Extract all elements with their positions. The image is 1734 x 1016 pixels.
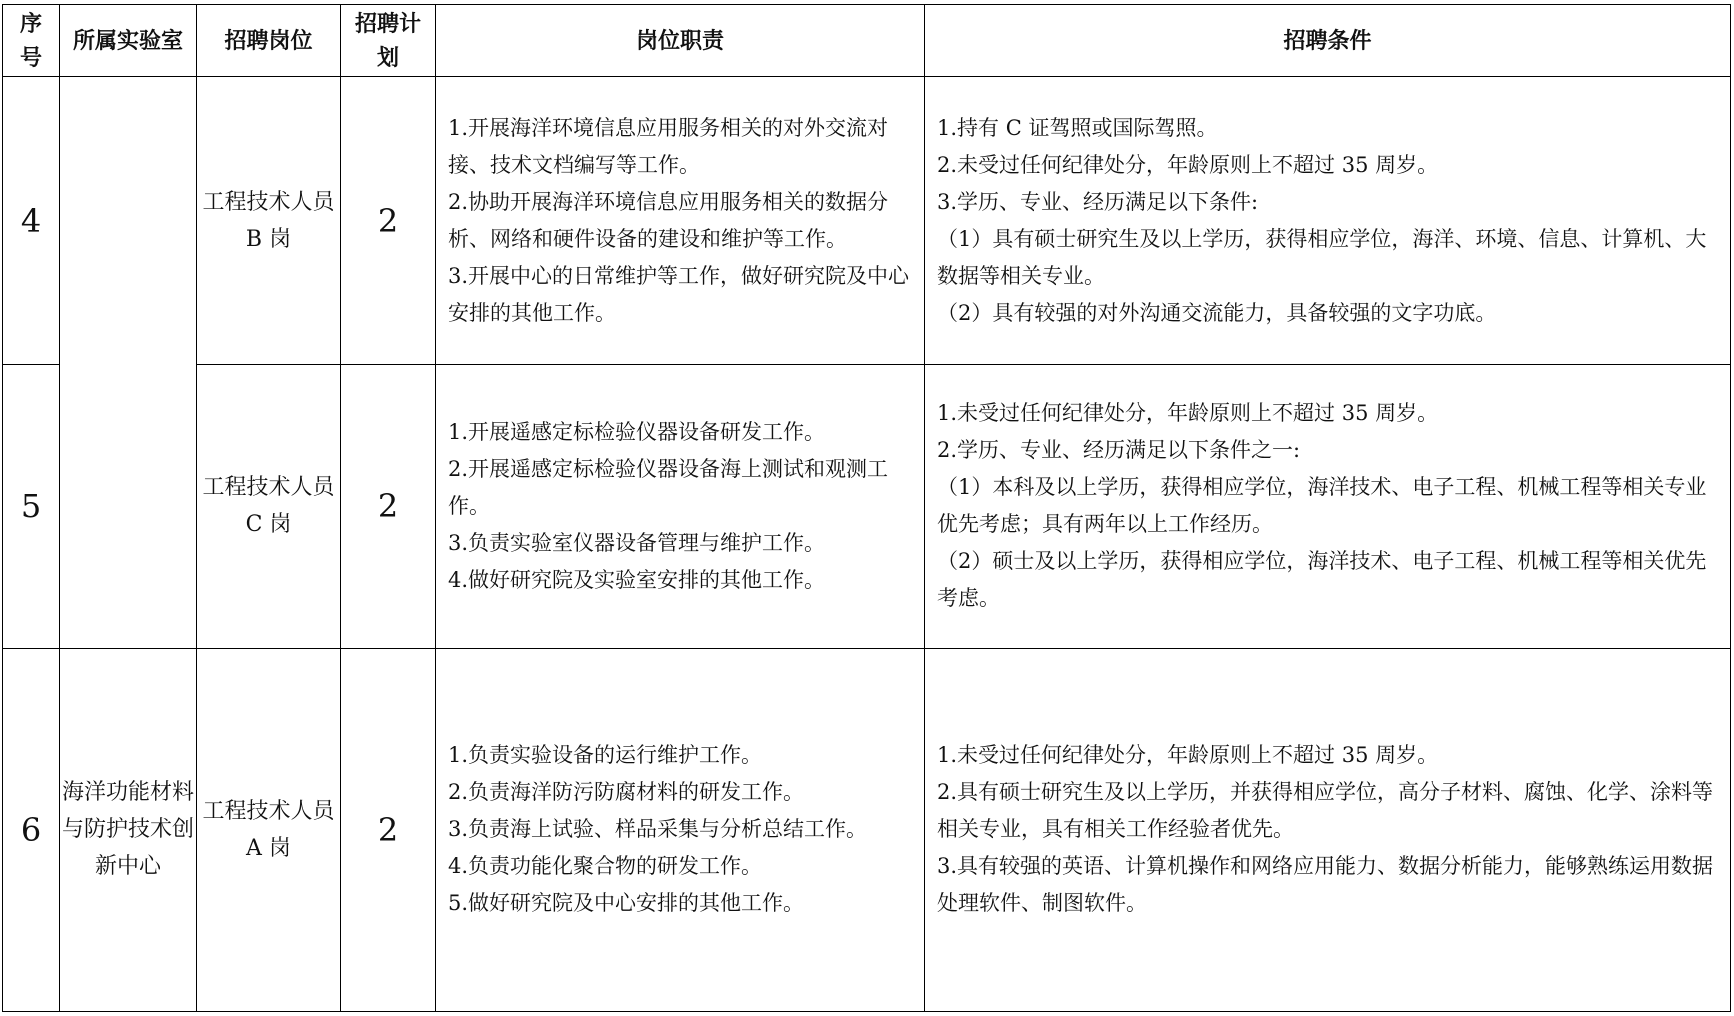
requirement-item: 2.未受过任何纪律处分，年龄原则上不超过 35 周岁。	[937, 152, 1439, 177]
duty-item: 2.协助开展海洋环境信息应用服务相关的数据分析、网络和硬件设备的建设和维护等工作。	[448, 189, 889, 251]
row-requirements	[925, 648, 1731, 1011]
recruitment-table	[2, 4, 1731, 1012]
row-duties	[436, 648, 925, 1011]
duty-item: 3.负责海上试验、样品采集与分析总结工作。	[448, 817, 868, 842]
row-seq: 4	[3, 77, 60, 365]
requirement-item: （2）具有较强的对外沟通交流能力，具备较强的文字功底。	[937, 300, 1497, 325]
requirement-item: 2.具有硕士研究生及以上学历，并获得相应学位，高分子材料、腐蚀、化学、涂料等相关专业，具有相关工作经验者优先。	[937, 780, 1714, 842]
row-position: 工程技术人员 B 岗	[197, 77, 341, 365]
duty-item: 5.做好研究院及中心安排的其他工作。	[448, 891, 805, 916]
header-seq: 序号	[3, 5, 60, 77]
duty-item: 1.负责实验设备的运行维护工作。	[448, 743, 763, 768]
row-lab: 海洋功能材料与防护技术创新中心	[60, 648, 197, 1011]
row-position: 工程技术人员 C 岗	[197, 365, 341, 649]
row-plan: 2	[341, 648, 436, 1011]
row-duties	[436, 365, 925, 649]
requirement-item: （2）硕士及以上学历，获得相应学位，海洋技术、电子工程、机械工程等相关优先考虑。	[937, 549, 1707, 611]
duty-item: 4.做好研究院及实验室安排的其他工作。	[448, 567, 826, 592]
requirement-item: （1）具有硕士研究生及以上学历，获得相应学位，海洋、环境、信息、计算机、大数据等相关专业。	[937, 226, 1707, 288]
header-position: 招聘岗位	[197, 5, 341, 77]
row-plan: 2	[341, 365, 436, 649]
requirement-item: 1.持有 C 证驾照或国际驾照。	[937, 115, 1218, 140]
requirement-item: （1）本科及以上学历，获得相应学位，海洋技术、电子工程、机械工程等相关专业优先考虑；具有两年以上工作经历。	[937, 475, 1707, 537]
table-row	[3, 365, 1731, 649]
requirement-item: 3.学历、专业、经历满足以下条件:	[937, 189, 1259, 214]
requirement-item: 1.未受过任何纪律处分，年龄原则上不超过 35 周岁。	[937, 401, 1439, 426]
duty-item: 1.开展遥感定标检验仪器设备研发工作。	[448, 419, 826, 444]
row-duties	[436, 77, 925, 365]
duty-item: 3.负责实验室仪器设备管理与维护工作。	[448, 530, 826, 555]
duty-item: 2.开展遥感定标检验仪器设备海上测试和观测工作。	[448, 456, 889, 518]
row-seq: 6	[3, 648, 60, 1011]
row-position: 工程技术人员 A 岗	[197, 648, 341, 1011]
requirement-item: 1.未受过任何纪律处分，年龄原则上不超过 35 周岁。	[937, 743, 1439, 768]
table-row	[3, 77, 1731, 365]
header-lab: 所属实验室	[60, 5, 197, 77]
table-header-row	[3, 5, 1731, 77]
row-seq: 5	[3, 365, 60, 649]
row-plan: 2	[341, 77, 436, 365]
header-requirements: 招聘条件	[925, 5, 1731, 77]
row-requirements	[925, 365, 1731, 649]
duty-item: 4.负责功能化聚合物的研发工作。	[448, 854, 763, 879]
requirement-item: 2.学历、专业、经历满足以下条件之一:	[937, 438, 1301, 463]
header-duties: 岗位职责	[436, 5, 925, 77]
duty-item: 2.负责海洋防污防腐材料的研发工作。	[448, 780, 805, 805]
header-plan: 招聘计划	[341, 5, 436, 77]
table-row	[3, 648, 1731, 1011]
row-lab	[60, 77, 197, 649]
row-requirements	[925, 77, 1731, 365]
duty-item: 1.开展海洋环境信息应用服务相关的对外交流对接、技术文档编写等工作。	[448, 115, 889, 177]
duty-item: 3.开展中心的日常维护等工作，做好研究院及中心安排的其他工作。	[448, 263, 910, 325]
requirement-item: 3.具有较强的英语、计算机操作和网络应用能力、数据分析能力，能够熟练运用数据处理软件、制图软件。	[937, 854, 1714, 916]
